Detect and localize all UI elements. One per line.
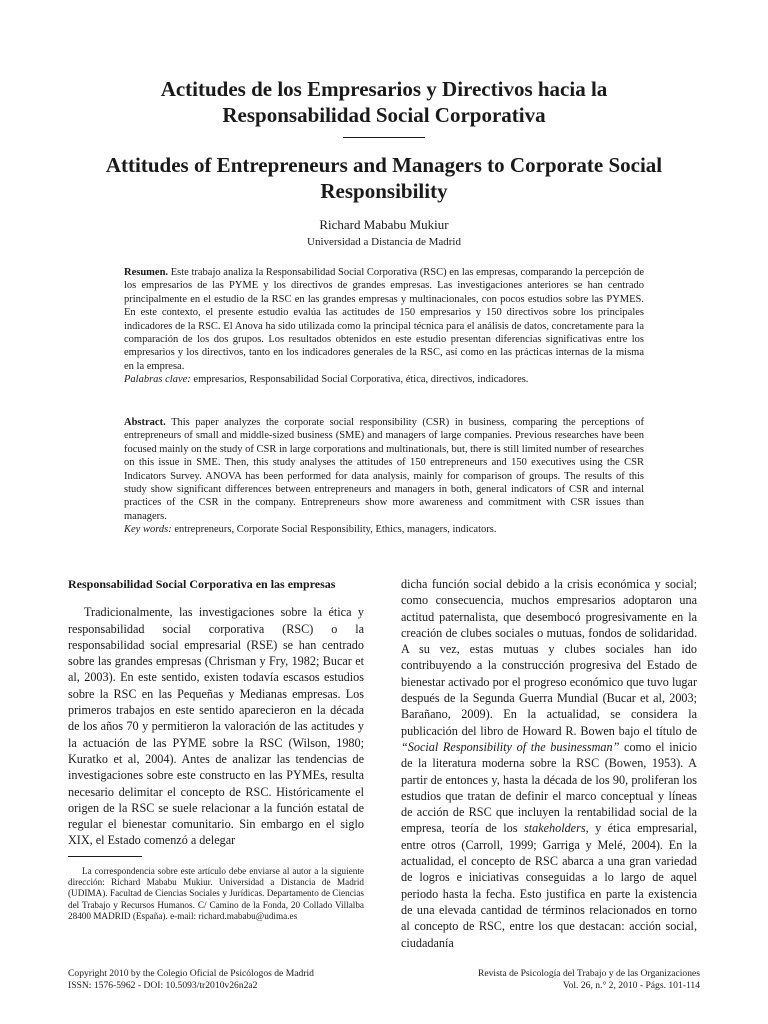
title-spanish [60, 76, 708, 128]
footnote-rule [68, 856, 142, 857]
resumen-keywords-text: empresarios, Responsabilidad Social Corporativa, ética, directivos, indicadores. [190, 374, 529, 386]
abstract-label: Abstract. [124, 417, 166, 428]
author-affiliation: Universidad a Distancia de Madrid [307, 236, 461, 248]
title-english [60, 152, 708, 204]
footer-left [68, 968, 314, 992]
resumen-block [124, 266, 644, 387]
stakeholders-italic: stakeholders [523, 821, 586, 836]
body-right-part-2: como el inicio de la literatura moderna sobre la RSC (Bowen, 1953). A partir de entonces y, hasta la década de los 90, proliferan los estudios que tratan de definir el marco conceptual y líneas de acción de RSC que incluyen la rentabilidad social de la empresa, teoría de los [401, 739, 697, 836]
abstract-keywords-label: Key words: [124, 524, 172, 536]
abstract-text: This paper analyzes the corporate social responsibility (CSR) in business, comparing the perceptions of entrepreneurs of small and middle-sized business (SME) and managers of large companies. Previous researches have been focused mainly on the study of CSR in large corporations and multinationals, but, there is still limited number of researches on this issue in SME. Then, this study analyses the attitudes of 150 entrepreneurs and 150 executives using the CSR Indicators Survey. ANOVA has been performed for data analysis, mainly for comparison of groups. The results of this study show significant differences between entrepreneurs and managers in both, general indicators of CSR and internal practices of the CSR in the company. Entrepreneurs show more awareness and commitment with CSR issues than managers. [124, 417, 644, 522]
abstract-keywords-text: entrepreneurs, Corporate Social Responsibility, Ethics, managers, indicators. [171, 524, 497, 536]
footer-issn: ISSN: 1576-5962 - DOI: 10.5093/tr2010v26n2a2 [68, 980, 258, 991]
title-english-line-2: Responsibility [320, 179, 448, 203]
resumen-keywords [124, 373, 644, 386]
body-right-part-3: , y ética empresarial, entre otros (Carroll, 1999; Garriga y Melé, 2004). En la actualidad, el concepto de RSC abarca a una gran variedad de logros e iniciativas conseguidas a lo largo de aquel periodo hasta la fecha. Esto justifica en parte la existencia de una elevada cantidad de términos relacionados en torno al concepto de RSC, entre los que destacan: acción social, ciudadanía [401, 821, 697, 950]
footnote-text: La correspondencia sobre este artículo debe enviarse al autor a la siguiente dirección: Richard Mababu Mukiur. Universidad a Distancia de Madrid (UDIMA). Facultad de Ciencias Sociales y Jurídicas. Departamento de Ciencias del Trabajo y Recursos Humanos. C/ Camino de la Fonda, 20 Collado Villalba 28400 MADRID (España). e-mail: richard.mababu@udima.es [68, 866, 364, 921]
body-paragraph-right [401, 576, 697, 951]
book-title-italic: “Social Responsibility of the businessman” [401, 739, 620, 754]
title-spanish-line-2: Responsabilidad Social Corporativa [222, 103, 546, 127]
abstract-block [124, 416, 644, 537]
body-paragraph-left: Tradicionalmente, las investigaciones sobre la ética y responsabilidad social corporativa (RSC) o la responsabilidad social empresarial (RSE) se han centrado sobre las grandes empresas (Chrisman y Fry, 1982; Bucar et al, 2003). En este sentido, existen todavía escasos estudios sobre la RSC en las Pequeñas y Medianas empresas. Los primeros trabajos en este sentido aparecieron en la década de los años 70 y permitieron la valoración de las actitudes y la actuación de las PYME sobre la RSC (Wilson, 1980; Kuratko et al, 2004). Antes de analizar las tendencias de investigaciones sobre este constructo en las PYMEs, resulta necesario delimitar el concepto de RSC. Históricamente el origen de la RSC se suele relacionar a la función estatal de regular el bienestar comunitario. Sin embargo en el siglo XIX, el Estado comenzó a delegar [68, 605, 364, 848]
body-column-left [68, 576, 364, 849]
footer-volume: Vol. 26, n.° 2, 2010 - Págs. 101-114 [562, 980, 700, 991]
author-name: Richard Mababu Mukiur [319, 217, 449, 232]
footer-journal: Revista de Psicología del Trabajo y de las Organizaciones [477, 968, 700, 979]
resumen-keywords-label: Palabras clave: [124, 374, 191, 386]
resumen-label: Resumen. [124, 267, 169, 278]
footer-right [478, 968, 700, 992]
title-english-line-1: Attitudes of Entrepreneurs and Managers to Corporate Social [105, 153, 663, 177]
footnote [68, 866, 364, 922]
body-right-part-1: dicha función social debido a la crisis económica y social; como consecuencia, muchos empresarios adoptaron una actitud paternalista, que desembocó progresivamente en la creación de clubes sociales o mutuas, fondos de solidaridad. A su vez, estas mutuas y clubes sociales han ido contribuyendo a la construcción progresiva del Estado de bienestar activado por el progreso económico que tuvo lugar después de la Segunda Guerra Mundial (Bucar et al, 2003; Barañano, 2009). En la actualidad, se considera la publicación del libro de Howard R. Bowen bajo el título de [401, 577, 697, 738]
abstract-paragraph [124, 416, 644, 523]
resumen-text: Este trabajo analiza la Responsabilidad Social Corporativa (RSC) en las empresas, comparando la percepción de los empresarios de las PYME y los directivos de grandes empresas. Las investigaciones anteriores se han centrado principalmente en el estudio de la RSC en las grandes empresas y multinacionales, con pocos estudios sobre las PYMES. En este contexto, el presente estudio evalúa las actitudes de 150 empresarios y 150 directivos sobre los principales indicadores de la RSC. El Anova ha sido utilizada como la principal técnica para el análisis de datos, concretamente para la comparación de los dos grupos. Los resultados obtenidos en este estudio presentan diferencias significativas entre los empresarios y los directivos, tanto en los indicadores generales de la RSC, así como en las prácticas internas de la misma en la empresa. [124, 267, 644, 372]
section-heading: Responsabilidad Social Corporativa en las empresas [68, 577, 336, 591]
body-column-right [401, 576, 697, 951]
abstract-keywords [124, 523, 644, 536]
title-divider [343, 137, 425, 138]
resumen-paragraph [124, 266, 644, 373]
footer-copyright: Copyright 2010 by the Colegio Oficial de Psicólogos de Madrid [68, 968, 314, 979]
title-spanish-line-1: Actitudes de los Empresarios y Directivos hacia la [160, 77, 608, 101]
